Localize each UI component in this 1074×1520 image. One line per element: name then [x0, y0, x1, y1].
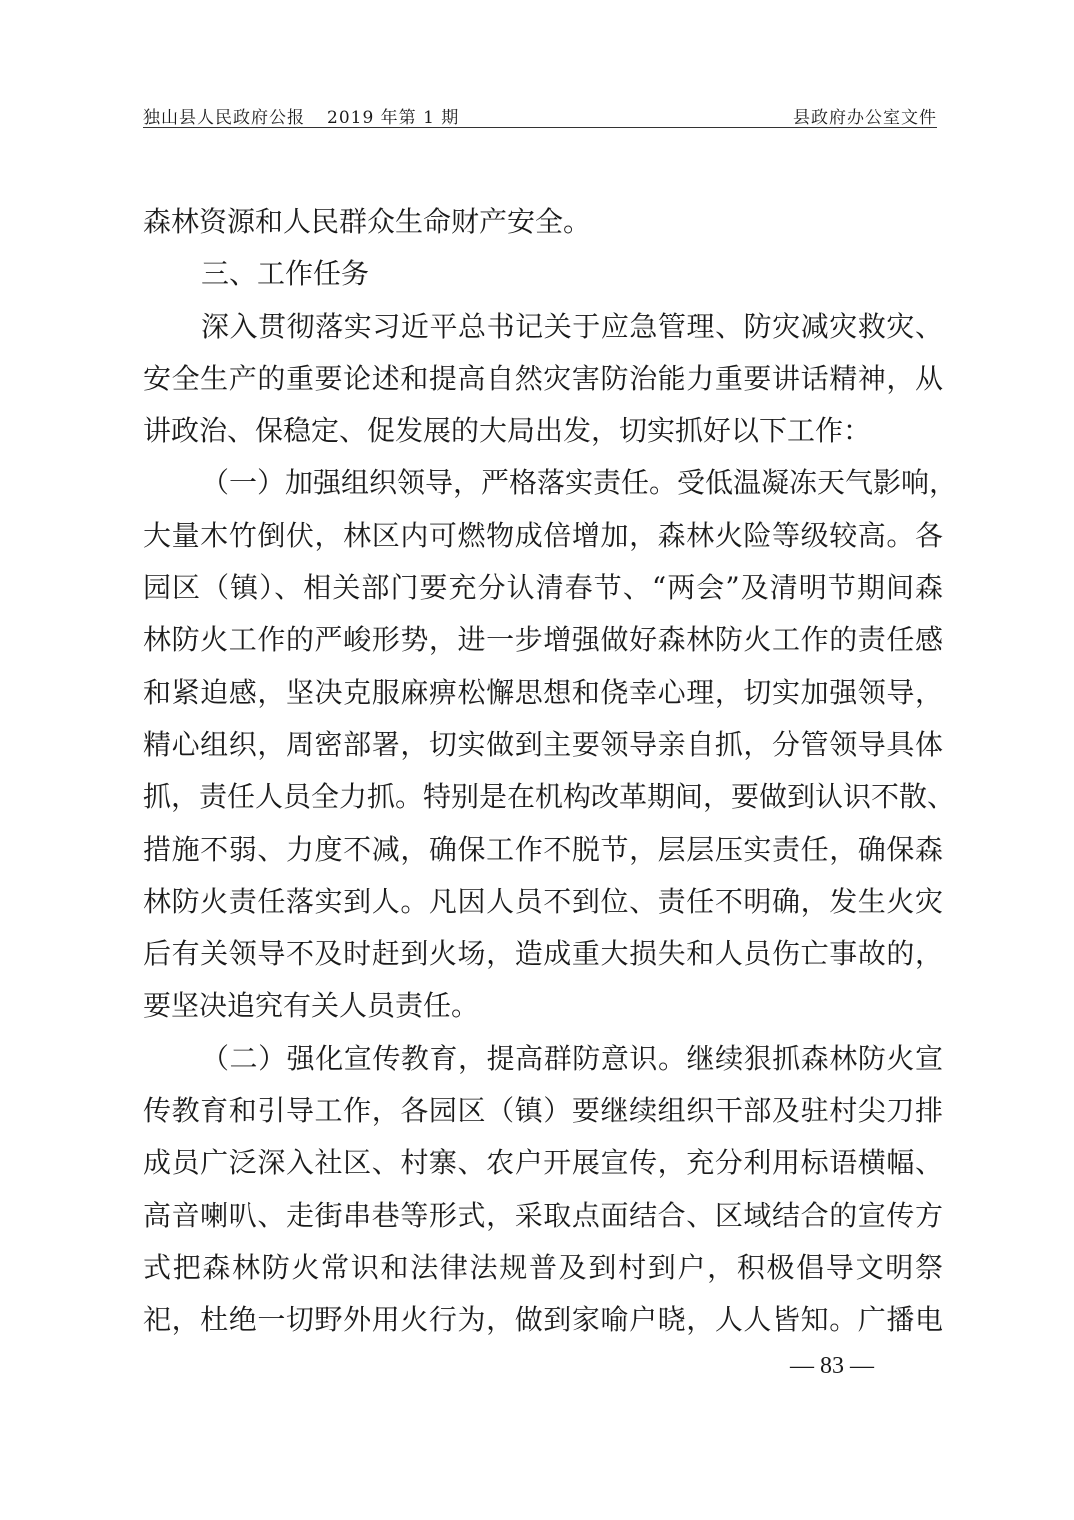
page-number: — 83 — — [790, 1353, 874, 1379]
text-line: 成员广泛深入社区、村寨、农户开展宣传，充分利用标语横幅、 — [143, 1146, 943, 1180]
header-left-title: 独山县人民政府公报 — [143, 108, 305, 128]
header-right-title: 县政府办公室文件 — [793, 108, 937, 128]
header-issue: 2019 年第 1 期 — [327, 108, 460, 128]
text-line: 祀，杜绝一切野外用火行为，做到家喻户晓，人人皆知。广播电 — [143, 1303, 943, 1337]
text-line: 深入贯彻落实习近平总书记关于应急管理、防灾减灾救灾、 — [201, 309, 943, 343]
text-line: 林防火工作的严峻形势，进一步增强做好森林防火工作的责任感 — [143, 623, 943, 657]
text-line: 讲政治、保稳定、促发展的大局出发，切实抓好以下工作： — [143, 414, 872, 448]
text-line: （一）加强组织领导，严格落实责任。受低温凝冻天气影响， — [201, 466, 958, 500]
section-heading: 三、工作任务 — [201, 257, 370, 291]
text-line: 后有关领导不及时赶到火场，造成重大损失和人员伤亡事故的， — [143, 937, 943, 971]
text-line: 园区（镇）、相关部门要充分认清春节、“两会”及清明节期间森 — [143, 571, 943, 605]
header-publication — [143, 103, 459, 128]
text-line: 要坚决追究有关人员责任。 — [143, 989, 480, 1023]
page-header — [143, 103, 937, 128]
text-line: 和紧迫感，坚决克服麻痹松懈思想和侥幸心理，切实加强领导， — [143, 675, 943, 709]
text-line: 式把森林防火常识和法律法规普及到村到户，积极倡导文明祭 — [143, 1250, 943, 1284]
document-body — [143, 196, 958, 1347]
text-line: 森林资源和人民群众生命财产安全。 — [143, 205, 592, 238]
text-line: （二）强化宣传教育，提高群防意识。继续狠抓森林防火宣 — [201, 1041, 943, 1075]
text-line: 高音喇叭、走街串巷等形式，采取点面结合、区域结合的宣传方 — [143, 1198, 943, 1232]
text-line: 安全生产的重要论述和提高自然灾害防治能力重要讲话精神，从 — [143, 361, 943, 395]
text-line: 大量木竹倒伏，林区内可燃物成倍增加，森林火险等级较高。各 — [143, 518, 943, 552]
text-line: 措施不弱、力度不减，确保工作不脱节，层层压实责任，确保森 — [143, 832, 943, 866]
text-line: 林防火责任落实到人。凡因人员不到位、责任不明确，发生火灾 — [143, 884, 943, 918]
text-line: 传教育和引导工作，各园区（镇）要继续组织干部及驻村尖刀排 — [143, 1094, 943, 1128]
text-line: 抓，责任人员全力抓。特别是在机构改革期间，要做到认识不散、 — [143, 780, 956, 814]
text-line: 精心组织，周密部署，切实做到主要领导亲自抓，分管领导具体 — [143, 727, 943, 761]
